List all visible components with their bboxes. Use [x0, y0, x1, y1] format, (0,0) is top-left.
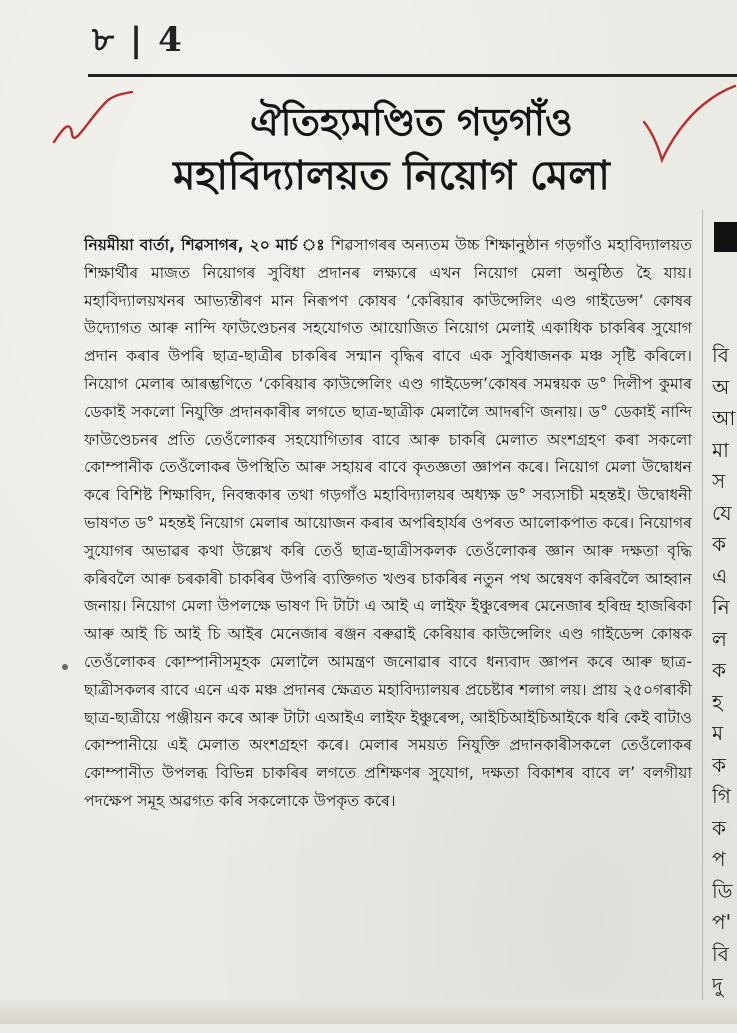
adjacent-column-fragment: আ [712, 403, 737, 435]
adjacent-column-fragment: দু [712, 970, 737, 1002]
adjacent-column-fragment: গি [712, 781, 737, 813]
adjacent-column-fragment: প [712, 844, 737, 876]
adjacent-column-fragment: ল [712, 624, 737, 656]
adjacent-column-fragment: মা [712, 435, 737, 467]
adjacent-column-fragment: ক [712, 813, 737, 845]
adjacent-column-fragment: বি [712, 939, 737, 971]
adjacent-column-fragment: ক [712, 529, 737, 561]
adjacent-column-fragment: ক [712, 655, 737, 687]
top-rule-divider [88, 74, 737, 77]
adjacent-column-fragment: ডি [712, 876, 737, 908]
headline-line-2: মহাবিদ্যালয়ত নিয়োগ মেলা [84, 148, 699, 204]
article-dateline: নিয়মীয়া বাৰ্তা, শিৱসাগৰ, ২০ মাৰ্চ ঃ [84, 236, 325, 254]
bottom-edge [0, 1000, 737, 1024]
adjacent-column-fragment: স [712, 466, 737, 498]
adjacent-column-block [714, 222, 737, 252]
adjacent-column-fragment: নি [712, 592, 737, 624]
page-number [92, 14, 184, 71]
adjacent-column-fragment: হ [712, 687, 737, 719]
article-text: শিৱসাগৰৰ অন্যতম উচ্চ শিক্ষানুষ্ঠান গড়গাঁও মহাবিদ্যালয়ত শিক্ষাৰ্থীৰ মাজত নিয়োগৰ সুবিধা প্ৰদানৰ লক্ষ্যৰে এখন নিয়োগ মেলা অনুষ্ঠিত হৈ যায়। মহাবিদ্যালয়খনৰ আভ্যন্তীৰণ মান নিৰূপণ কোষৰ ‘কেৰিয়াৰ কাউন্সেলিং এণ্ড গাইডেন্স’ কোষৰ উদ্যোগত আৰু নান্দি ফাউণ্ডেচনৰ সহযোগত আয়োজিত নিয়োগ মেলাই একাধিক চাকৰিৰ সুযোগ প্ৰদান কৰাৰ উপৰি ছাত্ৰ-ছাত্ৰীৰ চাকৰিৰ সন্মান বৃদ্ধিৰ বাবে এক সুবিধাজনক মঞ্চ সৃষ্টি কৰিলে। নিয়োগ মেলাৰ আৰম্ভণিতে ‘কেৰিয়াৰ কাউন্সেলিং এণ্ড গাইডেন্স’কোষৰ সমন্বয়ক ড° দিলীপ কুমাৰ ডেকাই সকলো নিযুক্তি প্ৰদানকাৰীৰ লগতে ছাত্ৰ-ছাত্ৰীক মেলালৈ আদৰণি জনায়। ড° ডেকাই নান্দি ফাউণ্ডেচনৰ প্ৰতি তেওঁলোকৰ সহযোগিতাৰ বাবে আৰু চাকৰি মেলাত অংশগ্ৰহণ কৰা সকলো কোম্পানীক তেওঁলোকৰ উপস্থিতি আৰু সহায়ৰ বাবে কৃতজ্ঞতা জ্ঞাপন কৰে। নিয়োগ মেলা উদ্বোধন কৰে বিশিষ্ট শিক্ষাবিদ, নিবন্ধকাৰ তথা গড়গাঁও মহাবিদ্যালয়ৰ অধ্যক্ষ ড° সব্যসাচী মহন্তই। উদ্বোধনী ভাষণত ড° মহন্তই নিয়োগ মেলাৰ আয়োজন কৰাৰ অপৰিহাৰ্যৰ ওপৰত আলোকপাত কৰে। নিয়োগৰ সুযোগৰ অভাৱৰ কথা উল্লেখ কৰি তেওঁ ছাত্ৰ-ছাত্ৰীসকলক তেওঁলোকৰ জ্ঞান আৰু দক্ষতা বৃদ্ধি কৰিবলৈ আৰু চৰকাৰী চাকৰিৰ উপৰি ব্যক্তিগত খণ্ডৰ চাকৰিৰ নতুন পথ অন্বেষণ কৰিবলৈ আহ্বান জনায়। নিয়োগ মেলা উপলক্ষে ভাষণ দি টাটা এ আই এ লাইফ ইঞ্চুৰেন্সৰ মেনেজাৰ হৰিন্দ্ৰ হাজৰিকা আৰু আই চি আই চি আইৰ মেনেজাৰ ৰঞ্জন বৰুৱাই কেৰিয়াৰ কাউন্সেলিং এণ্ড গাইডেন্স কোষক তেওঁলোকৰ কোম্পানীসমূহক মেলালৈ আমন্ত্ৰণ জনোৱাৰ বাবে ধন্যবাদ জ্ঞাপন কৰে আৰু ছাত্ৰ-ছাত্ৰীসকলৰ বাবে এনে এক মঞ্চ প্ৰদানৰ ক্ষেত্ৰত মহাবিদ্যালয়ৰ প্ৰচেষ্টাৰ শলাগ লয়। প্ৰায় ২৫০গৰাকী ছাত্ৰ-ছাত্ৰীয়ে পঞ্জীয়ন কৰে আৰু টাটা এআইএ লাইফ ইঞ্চুৰেন্স, আইচিআইচিআইকে ধৰি কেই বাটাও কোম্পানীয়ে এই মেলাত অংশগ্ৰহণ কৰে। মেলাৰ সময়ত নিযুক্তি প্ৰদানকাৰীসকলে তেওঁলোকৰ কোম্পানীত উপলব্ধ বিভিন্ন চাকৰিৰ লগতে প্ৰশিক্ষণৰ সুযোগ, দক্ষতা বিকাশৰ বাবে ল’ বলগীয়া পদক্ষেপ সমূহ অৱগত কৰি সকলোকে উপকৃত কৰে। [84, 236, 692, 810]
adjacent-column-fragment: বি [712, 340, 737, 372]
adjacent-column-fragment: এ [712, 561, 737, 593]
page-number-text: ৮ | 4 [92, 20, 184, 60]
headline-line-1: ঐতিহ্যমণ্ডিত গড়গাঁও [84, 96, 699, 148]
headline [84, 96, 699, 204]
adjacent-column-fragment: যে [712, 498, 737, 530]
adjacent-column-fragment: প' [712, 907, 737, 939]
adjacent-column-fragment: ম [712, 718, 737, 750]
adjacent-column-fragment: অ [712, 372, 737, 404]
adjacent-column-fragments [712, 340, 737, 1033]
margin-dot [62, 664, 68, 670]
column-divider [702, 210, 703, 1000]
article-body [84, 232, 692, 816]
adjacent-column-fragment: ক [712, 750, 737, 782]
